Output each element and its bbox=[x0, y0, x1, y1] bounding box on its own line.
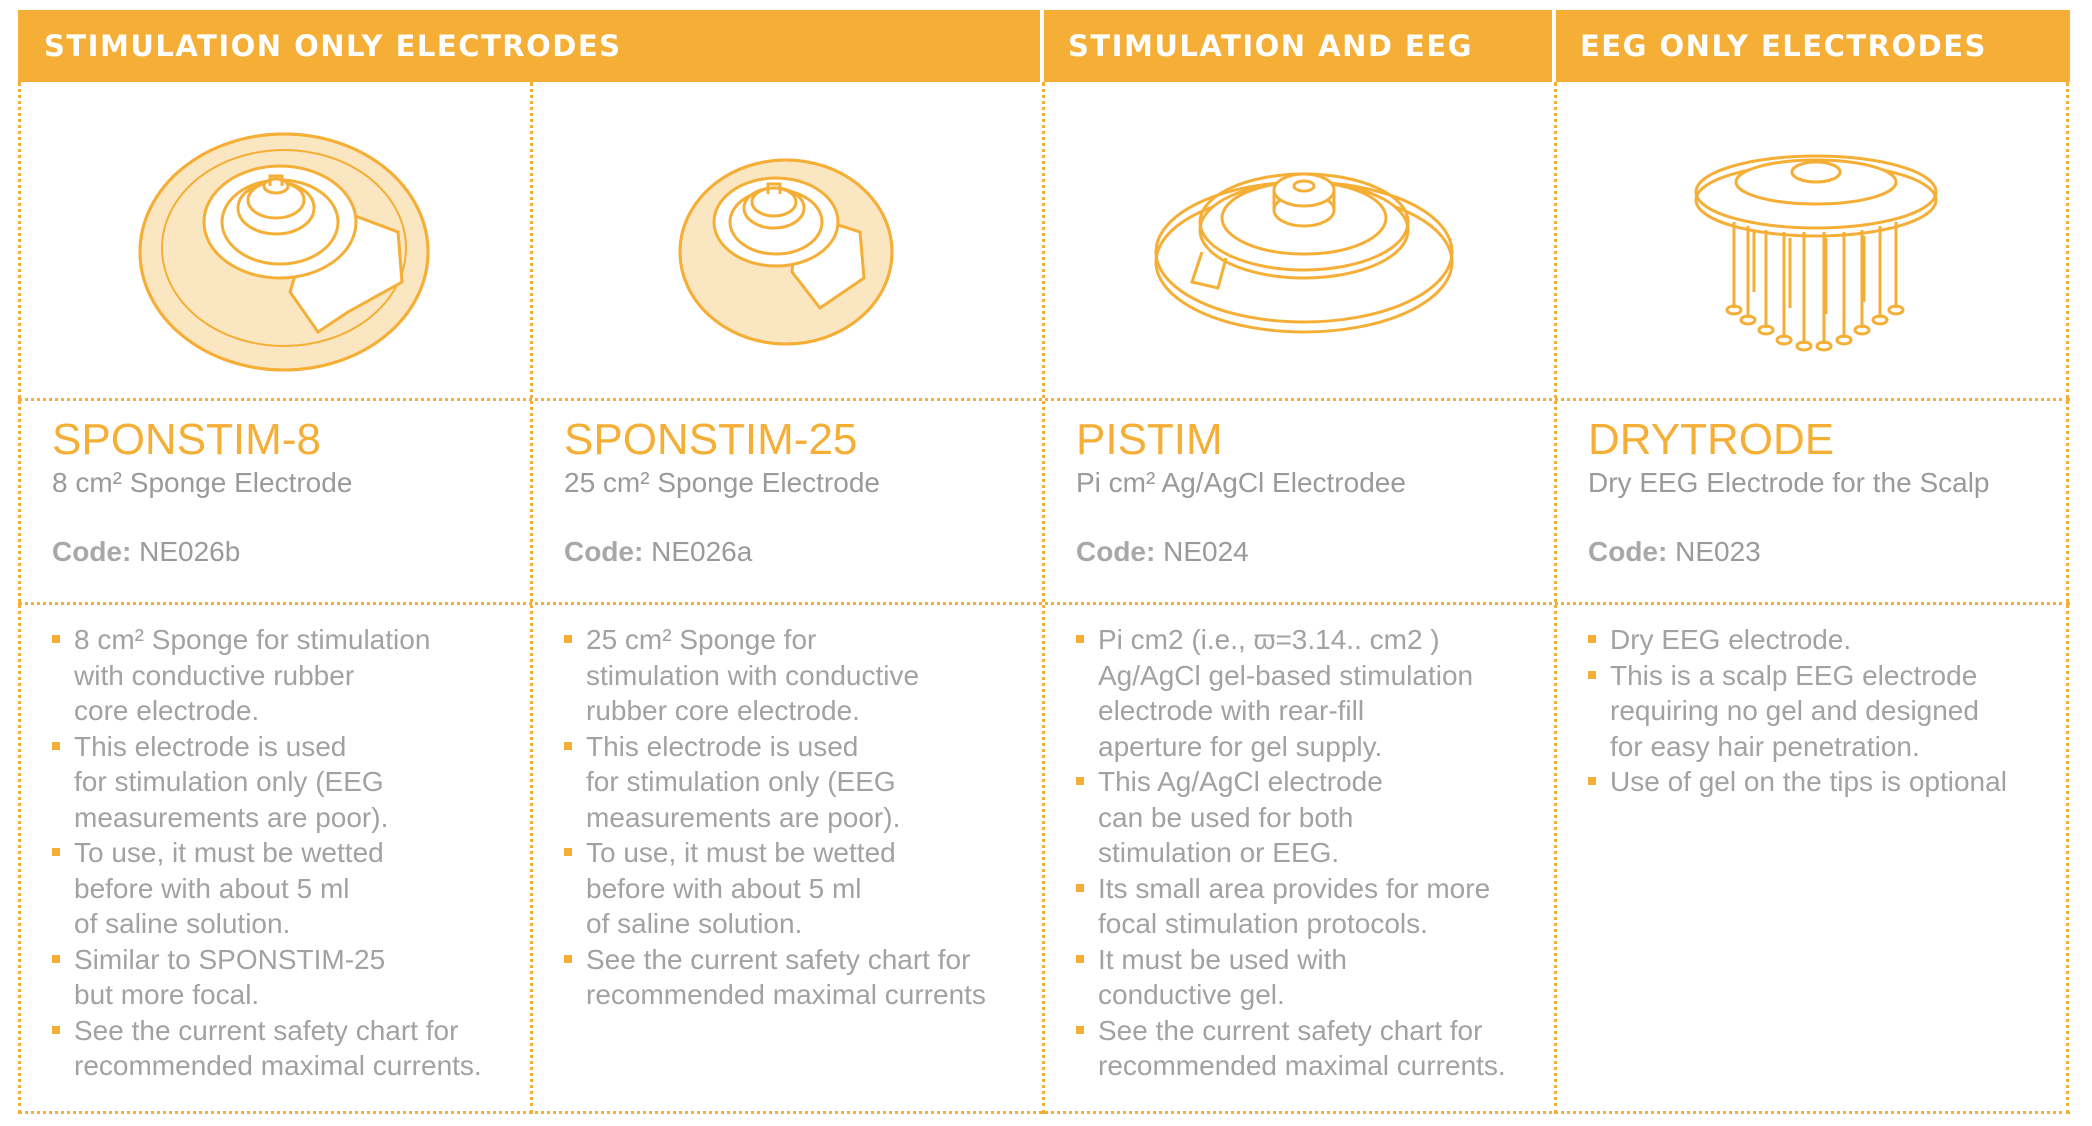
bullet-line: See the current safety chart for bbox=[1098, 1014, 1483, 1046]
bullet-line: aperture for gel supply. bbox=[1098, 730, 1383, 762]
product-name: SPONSTIM-25 bbox=[564, 415, 858, 464]
bullet-line: for easy hair penetration. bbox=[1610, 730, 1920, 762]
feature-list bbox=[1588, 622, 2060, 800]
bullet-line: recommended maximal currents. bbox=[1098, 1050, 1506, 1081]
bullet-line: It must be used with bbox=[1098, 943, 1348, 975]
electrode-comparison-table bbox=[18, 10, 2070, 1114]
feature-bullet bbox=[1076, 622, 1548, 764]
bullet-line: of saline solution. bbox=[74, 908, 291, 939]
feature-bullet bbox=[1076, 764, 1548, 871]
bullet-line: Pi cm2 (i.e., ϖ=3.14.. cm2 ) bbox=[1098, 624, 1440, 655]
bullet-line: core electrode. bbox=[74, 695, 260, 726]
bullet-line: See the current safety chart for bbox=[74, 1014, 459, 1046]
sponge-electrode-small-icon bbox=[530, 82, 1042, 400]
code-label: Code: bbox=[1588, 536, 1668, 567]
header-stimulation-and-eeg: STIMULATION AND EEG bbox=[1042, 10, 1554, 82]
code-label: Code: bbox=[52, 536, 132, 567]
header-divider bbox=[1040, 10, 1044, 82]
feature-bullet bbox=[564, 622, 1036, 729]
bullet-line: before with about 5 ml bbox=[586, 872, 862, 904]
feature-bullet bbox=[1076, 1013, 1548, 1084]
product-image bbox=[1554, 82, 2066, 400]
product-code bbox=[1076, 535, 1249, 569]
bullet-line: 8 cm² Sponge for stimulation bbox=[74, 624, 431, 655]
bullet-line: recommended maximal currents. bbox=[74, 1050, 482, 1081]
product-subtitle: Pi cm² Ag/AgCl Electrodee bbox=[1076, 467, 1406, 498]
product-image bbox=[18, 82, 530, 400]
feature-bullet bbox=[52, 729, 524, 836]
bullet-line: This electrode is used bbox=[586, 730, 859, 762]
product-column-sponstim-8 bbox=[18, 82, 530, 1114]
header-eeg-only: EEG ONLY ELECTRODES bbox=[1554, 10, 2070, 82]
bullet-line: rubber core electrode. bbox=[586, 695, 860, 726]
bullet-line: Use of gel on the tips is optional bbox=[1610, 766, 2007, 797]
bullet-line: but more focal. bbox=[74, 979, 260, 1010]
product-column-sponstim-25 bbox=[530, 82, 1042, 1114]
bullet-line: This electrode is used bbox=[74, 730, 347, 762]
bullet-line: can be used for both bbox=[1098, 801, 1354, 833]
bullet-line: stimulation or EEG. bbox=[1098, 837, 1340, 868]
product-image bbox=[530, 82, 1042, 400]
code-value: NE023 bbox=[1675, 536, 1761, 567]
bullet-line: before with about 5 ml bbox=[74, 872, 350, 904]
product-column-drytrode bbox=[1554, 82, 2066, 1114]
bullet-line: recommended maximal currents bbox=[586, 979, 986, 1010]
feature-bullet bbox=[564, 835, 1036, 942]
feature-bullet bbox=[1076, 942, 1548, 1013]
code-value: NE026a bbox=[651, 536, 753, 567]
feature-bullet bbox=[564, 729, 1036, 836]
bullet-line: This Ag/AgCl electrode bbox=[1098, 766, 1383, 797]
bullet-line: electrode with rear-fill bbox=[1098, 695, 1365, 726]
feature-bullet bbox=[52, 942, 524, 1013]
bullet-line: To use, it must be wetted bbox=[586, 837, 896, 868]
gel-electrode-icon bbox=[1042, 82, 1554, 400]
bullet-line: requiring no gel and designed bbox=[1610, 695, 1979, 726]
feature-bullet bbox=[1588, 764, 2060, 800]
product-name: DRYTRODE bbox=[1588, 415, 1835, 464]
header-divider bbox=[1552, 10, 1556, 82]
grid-line bbox=[2066, 82, 2069, 1114]
bullet-line: To use, it must be wetted bbox=[74, 837, 384, 868]
feature-bullet bbox=[1588, 658, 2060, 765]
product-subtitle: Dry EEG Electrode for the Scalp bbox=[1588, 467, 1990, 498]
bullet-line: conductive gel. bbox=[1098, 979, 1285, 1010]
feature-list bbox=[52, 622, 524, 1084]
product-column-pistim bbox=[1042, 82, 1554, 1114]
bullet-line: 25 cm² Sponge for bbox=[586, 624, 817, 655]
feature-bullet bbox=[52, 835, 524, 942]
feature-list bbox=[1076, 622, 1548, 1084]
dry-eeg-electrode-icon bbox=[1554, 82, 2066, 400]
bullet-line: focal stimulation protocols. bbox=[1098, 908, 1428, 939]
code-value: NE024 bbox=[1163, 536, 1249, 567]
bullet-line: for stimulation only (EEG bbox=[586, 766, 896, 797]
bullet-line: with conductive rubber bbox=[74, 659, 355, 691]
bullet-line: of saline solution. bbox=[586, 908, 803, 939]
product-image bbox=[1042, 82, 1554, 400]
feature-bullet bbox=[564, 942, 1036, 1013]
product-subtitle: 25 cm² Sponge Electrode bbox=[564, 467, 880, 498]
bullet-line: stimulation with conductive bbox=[586, 659, 920, 691]
bullet-line: Similar to SPONSTIM-25 bbox=[74, 943, 386, 975]
feature-bullet bbox=[1076, 871, 1548, 942]
feature-bullet bbox=[1588, 622, 2060, 658]
bullet-line: measurements are poor). bbox=[586, 801, 901, 833]
bullet-line: for stimulation only (EEG bbox=[74, 766, 384, 797]
bullet-line: This is a scalp EEG electrode bbox=[1610, 659, 1978, 691]
bullet-line: Ag/AgCl gel-based stimulation bbox=[1098, 659, 1474, 691]
product-subtitle: 8 cm² Sponge Electrode bbox=[52, 467, 353, 498]
bullet-line: See the current safety chart for bbox=[586, 943, 971, 975]
code-value: NE026b bbox=[139, 536, 241, 567]
code-label: Code: bbox=[564, 536, 644, 567]
product-code bbox=[564, 535, 752, 569]
product-code bbox=[1588, 535, 1761, 569]
product-name: SPONSTIM-8 bbox=[52, 415, 321, 464]
code-label: Code: bbox=[1076, 536, 1156, 567]
bullet-line: measurements are poor). bbox=[74, 801, 389, 833]
feature-list bbox=[564, 622, 1036, 1013]
feature-bullet bbox=[52, 1013, 524, 1084]
product-code bbox=[52, 535, 240, 569]
bullet-line: Dry EEG electrode. bbox=[1610, 624, 1852, 655]
sponge-electrode-large-icon bbox=[18, 82, 530, 400]
product-name: PISTIM bbox=[1076, 415, 1223, 464]
feature-bullet bbox=[52, 622, 524, 729]
header-stimulation-only: STIMULATION ONLY ELECTRODES bbox=[18, 10, 1042, 82]
bullet-line: Its small area provides for more bbox=[1098, 872, 1491, 904]
